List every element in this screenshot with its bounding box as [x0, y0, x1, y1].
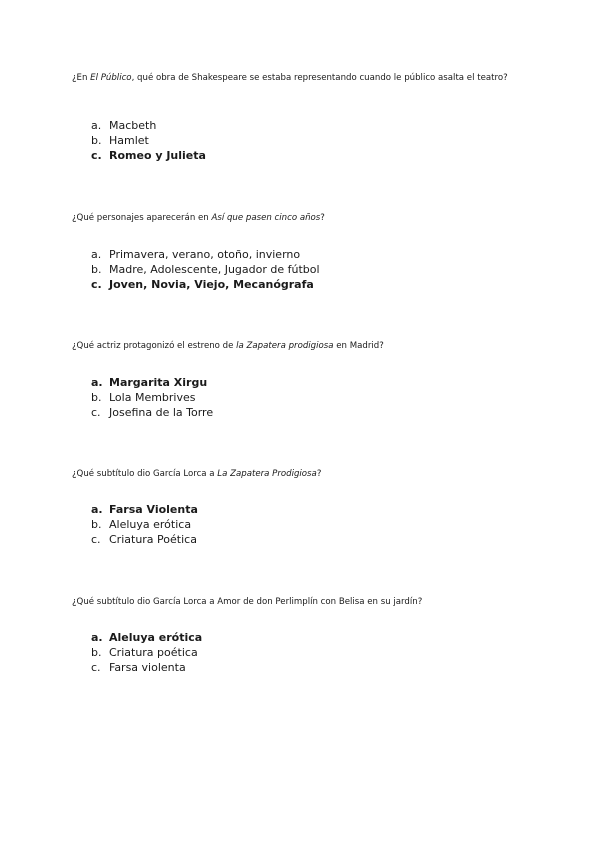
question-5-text	[72, 596, 528, 609]
option-text: Madre, Adolescente, Jugador de fútbol	[109, 263, 320, 276]
option-text: Margarita Xirgu	[109, 376, 208, 389]
option-text: Macbeth	[109, 119, 157, 132]
question-3-options	[91, 375, 213, 420]
question-2-prefix: ¿Qué personajes aparecerán en	[72, 213, 212, 223]
question-4-text	[72, 468, 528, 481]
option-letter: b.	[91, 134, 102, 147]
option-4a	[91, 502, 198, 517]
option-letter: c.	[91, 278, 102, 291]
question-5-options	[91, 630, 202, 675]
option-3c	[91, 405, 213, 420]
option-2b	[91, 262, 320, 277]
option-letter: c.	[91, 149, 102, 162]
option-letter: c.	[91, 533, 101, 546]
option-4c	[91, 532, 198, 547]
question-2-text	[72, 212, 528, 225]
question-3-text	[72, 340, 528, 353]
option-text: Aleluya erótica	[109, 631, 203, 644]
question-2-suffix: ?	[320, 213, 325, 223]
question-4-title: La Zapatera Prodigiosa	[217, 469, 317, 479]
question-1-title: El Público	[90, 73, 132, 83]
option-5c	[91, 660, 202, 675]
option-2c	[91, 277, 320, 292]
question-5-prefix: ¿Qué subtítulo dio García Lorca a Amor de don Perlimplín con Belisa en su jardín?	[72, 597, 423, 607]
option-1b	[91, 133, 206, 148]
question-3-title: la Zapatera prodigiosa	[236, 341, 334, 351]
option-2a	[91, 247, 320, 262]
option-5a	[91, 630, 202, 645]
option-text: Criatura poética	[109, 646, 198, 659]
option-letter: a.	[91, 119, 102, 132]
option-letter: a.	[91, 376, 103, 389]
option-letter: a.	[91, 503, 103, 516]
question-4-suffix: ?	[316, 469, 322, 479]
option-text: Hamlet	[109, 134, 149, 147]
option-letter: b.	[91, 518, 102, 531]
question-4-options	[91, 502, 198, 547]
option-text: Lola Membrives	[109, 391, 196, 404]
option-letter: a.	[91, 631, 103, 644]
option-3a	[91, 375, 213, 390]
question-2-title: Así que pasen cinco años	[211, 213, 321, 223]
option-text: Romeo y Julieta	[109, 149, 206, 162]
question-3-suffix: en Madrid?	[333, 341, 384, 351]
option-text: Josefina de la Torre	[109, 406, 214, 419]
option-letter: b.	[91, 646, 102, 659]
question-4-prefix: ¿Qué subtítulo dio García Lorca a	[72, 469, 218, 479]
question-1-suffix: , qué obra de Shakespeare se estaba representando cuando le público asalta el teatro?	[131, 73, 508, 83]
option-text: Criatura Poética	[109, 533, 197, 546]
option-letter: c.	[91, 661, 101, 674]
option-4b	[91, 517, 198, 532]
question-3-prefix: ¿Qué actriz protagonizó el estreno de	[72, 341, 237, 351]
option-letter: b.	[91, 391, 102, 404]
question-1-options	[91, 118, 206, 163]
option-text: Joven, Novia, Viejo, Mecanógrafa	[109, 278, 314, 291]
option-letter: c.	[91, 406, 101, 419]
option-letter: b.	[91, 263, 102, 276]
option-3b	[91, 390, 213, 405]
question-2-options	[91, 247, 320, 292]
option-text: Farsa violenta	[109, 661, 186, 674]
option-text: Farsa Violenta	[109, 503, 198, 516]
option-letter: a.	[91, 248, 102, 261]
question-1-text	[72, 72, 528, 85]
option-1a	[91, 118, 206, 133]
option-1c	[91, 148, 206, 163]
option-text: Primavera, verano, otoño, invierno	[109, 248, 301, 261]
option-5b	[91, 645, 202, 660]
question-1-prefix: ¿En	[72, 73, 91, 83]
option-text: Aleluya erótica	[109, 518, 192, 531]
